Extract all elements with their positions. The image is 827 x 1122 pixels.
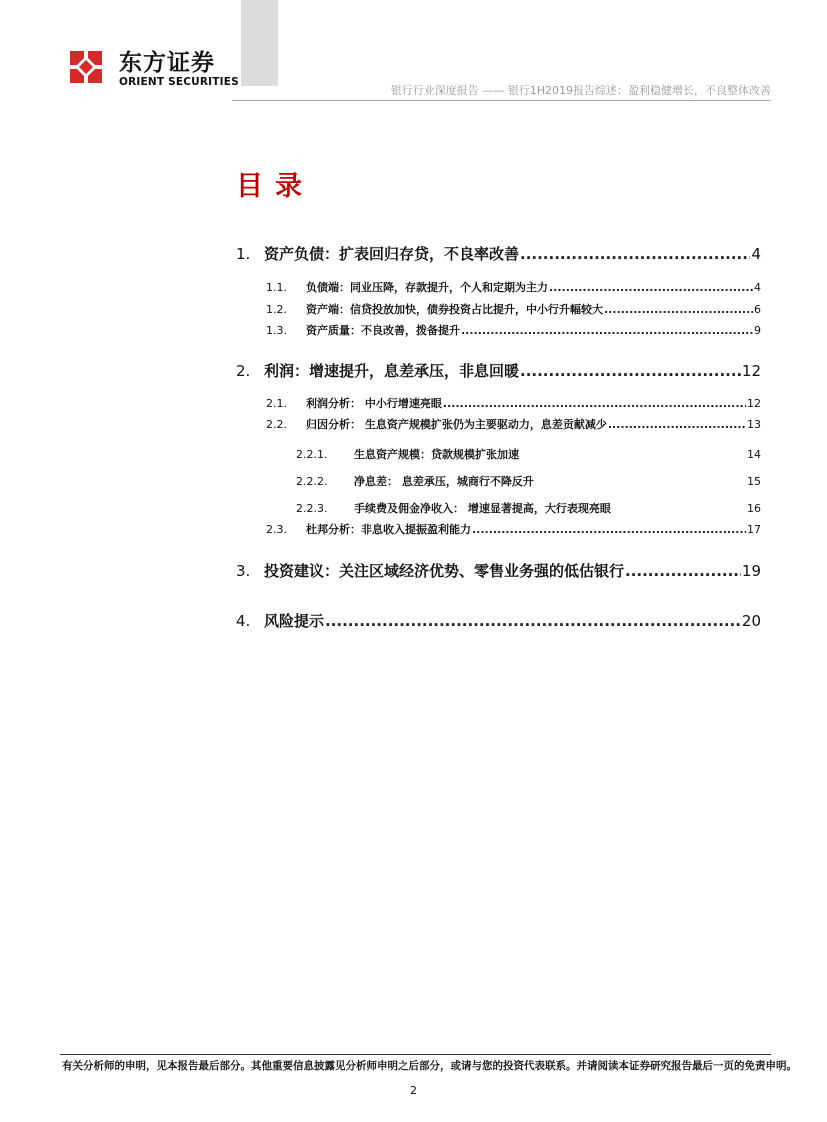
- toc-entry-page: 14: [747, 448, 761, 461]
- toc-entry-number: 2.2.1.: [296, 448, 328, 461]
- toc-entry-text: 利润：增速提升，息差承压，非息回暖: [264, 362, 520, 380]
- brand-name-en: ORIENT SECURITIES: [119, 76, 239, 88]
- toc-entry-page: 20: [741, 612, 761, 630]
- toc-entry-page: 12: [747, 397, 761, 410]
- toc-title: 目录: [236, 171, 314, 202]
- toc-leader-dots: [520, 245, 750, 263]
- company-logo: [63, 44, 239, 90]
- toc-entry-number: 1.1.: [266, 281, 287, 294]
- toc-entry-1-1[interactable]: [266, 279, 761, 295]
- toc-entry-text: 资产端：信贷投放加快，债券投资占比提升，中小行升幅较大: [306, 303, 603, 316]
- toc-entry-text: 利润分析： 中小行增速亮眼: [306, 397, 442, 410]
- toc-leader-dots: [461, 324, 753, 337]
- toc-entry-2-2-3[interactable]: [296, 500, 761, 516]
- toc-entry-number: 1.2.: [266, 303, 287, 316]
- toc-entry-text: 杜邦分析：非息收入提振盈利能力: [306, 523, 471, 536]
- toc-entry-number: 2.2.: [266, 418, 287, 431]
- toc-entry-number: 4.: [236, 612, 251, 630]
- toc-entry-1-2[interactable]: [266, 301, 761, 317]
- toc-leader-dots: [549, 281, 753, 294]
- toc-entry-number: 2.: [236, 362, 251, 380]
- toc-entry-page: 4: [754, 281, 761, 294]
- toc-leader-dots: [608, 418, 746, 431]
- toc-entry-number: 1.3.: [266, 324, 287, 337]
- toc-entry-text: 净息差： 息差承压，城商行不降反升: [354, 475, 534, 488]
- toc-entry-page: 4: [751, 245, 761, 263]
- report-header-title: 银行行业深度报告 —— 银行1H2019报告综述：盈利稳健增长，不良整体改善: [390, 84, 771, 97]
- toc-entry-number: 2.1.: [266, 397, 287, 410]
- toc-entry-text: 资产质量：不良改善，拨备提升: [306, 324, 460, 337]
- toc-leader-dots: [625, 562, 741, 580]
- toc-entry-page: 16: [747, 502, 761, 515]
- toc-entry-1[interactable]: [236, 243, 761, 264]
- toc-leader-dots: [325, 612, 741, 630]
- toc-entry-number: 1.: [236, 245, 251, 263]
- header-divider: [232, 100, 771, 101]
- footer-divider: [60, 1054, 771, 1055]
- toc-entry-2-1[interactable]: [266, 395, 761, 411]
- header-gray-bar: [241, 0, 278, 86]
- toc-entry-page: 9: [754, 324, 761, 337]
- toc-entry-page: 12: [741, 362, 761, 380]
- toc-entry-2[interactable]: [236, 360, 761, 381]
- toc-entry-3[interactable]: [236, 560, 761, 581]
- toc-leader-dots: [604, 303, 753, 316]
- toc-entry-number: 3.: [236, 562, 251, 580]
- toc-entry-text: 归因分析： 生息资产规模扩张仍为主要驱动力，息差贡献减少: [306, 418, 607, 431]
- toc-entry-text: 风险提示: [264, 612, 325, 630]
- toc-leader-dots: [472, 523, 746, 536]
- toc-entry-4[interactable]: [236, 610, 761, 631]
- toc-entry-1-3[interactable]: [266, 322, 761, 338]
- toc-entry-text: 手续费及佣金净收入： 增速显著提高，大行表现亮眼: [354, 502, 611, 515]
- toc-entry-text: 生息资产规模：贷款规模扩张加速: [354, 448, 519, 461]
- toc-leader-dots: [443, 397, 746, 410]
- toc-entry-2-2[interactable]: [266, 416, 761, 432]
- toc-entry-page: 6: [754, 303, 761, 316]
- toc-entry-page: 15: [747, 475, 761, 488]
- toc-entry-number: 2.3.: [266, 523, 287, 536]
- brand-name-cn: 东方证券: [119, 50, 215, 76]
- footer-disclaimer: 有关分析师的申明，见本报告最后部分。其他重要信息披露见分析师申明之后部分，或请与您的投资代表联系。并请阅读本证券研究报告最后一页的免责申明。: [62, 1060, 797, 1072]
- toc-entry-2-2-1[interactable]: [296, 446, 761, 462]
- orient-logo-icon: [63, 44, 109, 90]
- toc-entry-number: 2.2.3.: [296, 502, 328, 515]
- toc-entry-2-3[interactable]: [266, 521, 761, 537]
- toc-entry-text: 负债端：同业压降，存款提升，个人和定期为主力: [306, 281, 548, 294]
- toc-entry-page: 13: [747, 418, 761, 431]
- toc-entry-page: 17: [747, 523, 761, 536]
- toc-entry-text: 资产负债：扩表回归存贷，不良率改善: [264, 245, 520, 263]
- page-number: 2: [410, 1084, 417, 1097]
- toc-entry-page: 19: [741, 562, 761, 580]
- toc-entry-text: 投资建议：关注区域经济优势、零售业务强的低估银行: [264, 562, 625, 580]
- toc-entry-number: 2.2.2.: [296, 475, 328, 488]
- toc-leader-dots: [520, 362, 741, 380]
- toc-entry-2-2-2[interactable]: [296, 473, 761, 489]
